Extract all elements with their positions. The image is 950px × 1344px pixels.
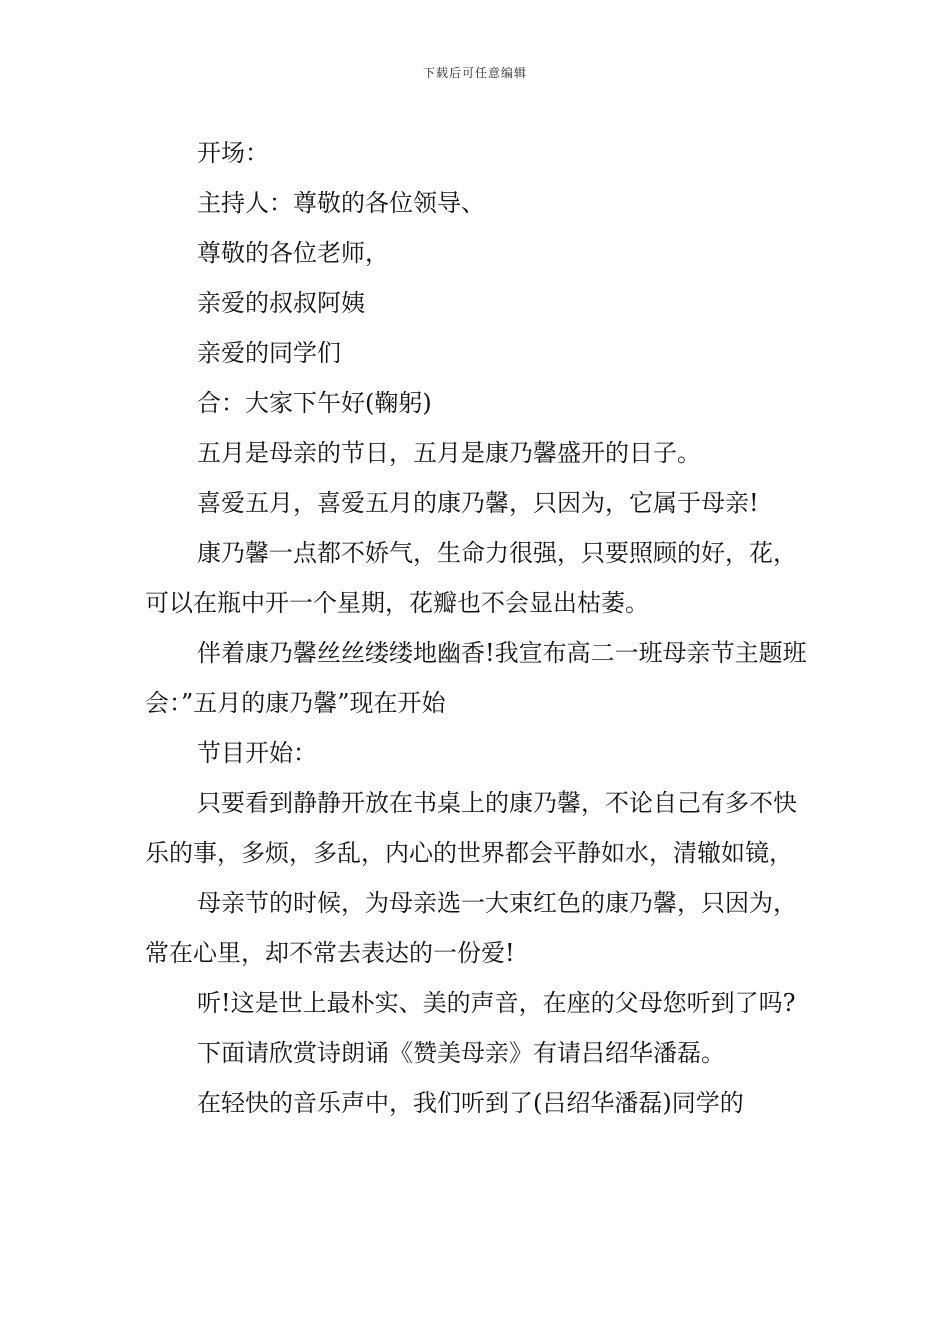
page-header: 下载后可任意编辑 <box>422 66 527 80</box>
paragraph: 合：大家下午好(鞠躬) <box>197 389 432 417</box>
paragraph: 在轻快的音乐声中，我们听到了(吕绍华潘磊)同学的 <box>197 1089 744 1117</box>
paragraph: 五月是母亲的节日，五月是康乃馨盛开的日子。 <box>197 439 701 467</box>
paragraph: 只要看到静静开放在书桌上的康乃馨，不论自己有多不快乐的事，多烦，多乱，内心的世界都会平静如水，清辙如镜， <box>145 789 797 867</box>
paragraph: 伴着康乃馨丝丝缕缕地幽香!我宣布高二一班母亲节主题班会：”五月的康乃馨”现在开始 <box>145 639 807 717</box>
paragraph: 节目开始： <box>197 739 317 767</box>
paragraph: 开场： <box>197 139 269 167</box>
paragraph: 听!这是世上最朴实、美的声音，在座的父母您听到了吗? <box>197 989 796 1017</box>
document-body <box>145 128 810 1128</box>
paragraph: 康乃馨一点都不娇气，生命力很强，只要照顾的好，花，可以在瓶中开一个星期，花瓣也不会显出枯萎。 <box>145 539 797 617</box>
paragraph: 母亲节的时候，为母亲选一大束红色的康乃馨，只因为，常在心里，却不常去表达的一份爱! <box>145 889 797 967</box>
paragraph: 亲爱的同学们 <box>197 339 341 367</box>
paragraph: 尊敬的各位老师， <box>197 239 389 267</box>
paragraph: 喜爱五月，喜爱五月的康乃馨，只因为，它属于母亲! <box>197 489 759 517</box>
paragraph: 主持人：尊敬的各位领导、 <box>197 189 485 217</box>
paragraph: 下面请欣赏诗朗诵《赞美母亲》有请吕绍华潘磊。 <box>197 1039 725 1067</box>
paragraph: 亲爱的叔叔阿姨 <box>197 289 365 317</box>
